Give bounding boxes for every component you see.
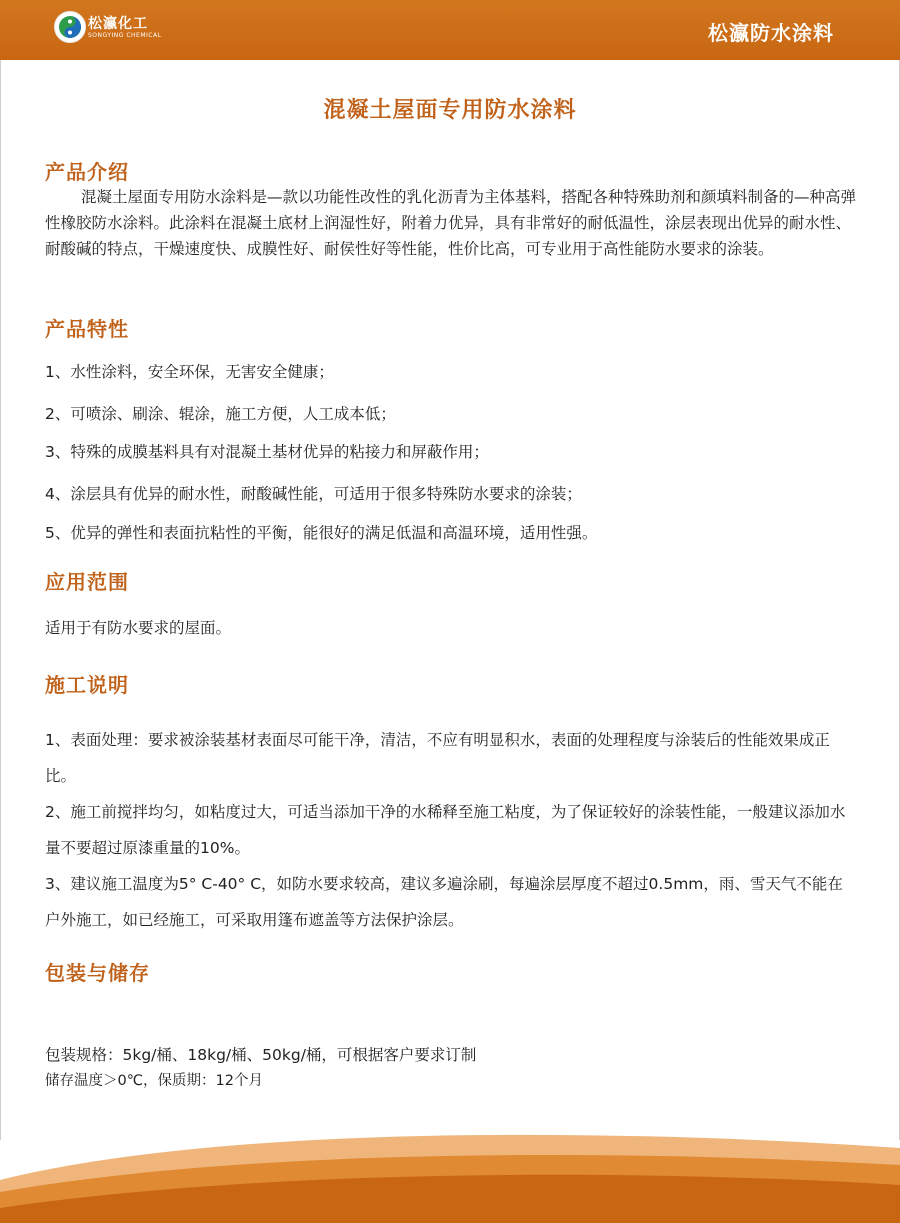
intro-text: 混凝土屋面专用防水涂料是—款以功能性改性的乳化沥青为主体基料，搭配各种特殊助剂和颜填料制备的—种高弹性橡胶防水涂料。此涂料在混凝土底材上润湿性好，附着力优异，具有非常好的耐低温性，涂层表现出优异的耐水性、耐酸碱的特点，干燥速度快、成膜性好、耐侯性好等性能，性价比高，可专业用于高性能防水要求的涂装。 [45, 188, 857, 258]
page-title: 混凝土屋面专用防水涂料 [323, 98, 577, 123]
footer-wave [0, 1130, 900, 1223]
construction-item-1: 1、表面处理：要求被涂装基材表面尽可能干净，清洁，不应有明显积水，表面的处理程度与涂装后的性能效果成正比。 [45, 731, 830, 785]
logo-subtitle: SONGYING CHEMICAL [88, 32, 162, 39]
left-border [0, 60, 1, 1140]
feature-item-5: 5、优异的弹性和表面抗粘性的平衡，能很好的满足低温和高温环境，适用性强。 [45, 524, 598, 542]
feature-item-2: 2、可喷涂、刷涂、辊涂，施工方便，人工成本低； [45, 405, 396, 423]
intro-heading: 产品介绍 [45, 160, 129, 184]
logo-name: 松瀛化工 [88, 16, 148, 32]
feature-item-4: 4、涂层具有优异的耐水性，耐酸碱性能，可适用于很多特殊防水要求的涂装； [45, 485, 582, 503]
header-title: 松瀛防水涂料 [708, 21, 834, 45]
packaging-heading: 包装与储存 [45, 961, 150, 985]
construction-item-2: 2、施工前搅拌均匀，如粘度过大，可适当添加干净的水稀释至施工粘度，为了保证较好的涂装性能，一般建议添加水量不要超过原漆重量的10%。 [45, 803, 846, 857]
scope-text: 适用于有防水要求的屋面。 [45, 619, 232, 637]
page-header [0, 0, 900, 60]
construction-heading: 施工说明 [45, 673, 129, 697]
storage-info: 储存温度＞0℃，保质期：12个月 [45, 1073, 263, 1089]
logo-emblem-icon [54, 11, 86, 43]
company-logo [54, 11, 174, 47]
construction-item-3: 3、建议施工温度为5° C-40° C，如防水要求较高，建议多遍涂刷，每遍涂层厚度不超过0.5mm，雨、雪天气不能在户外施工，如已经施工，可采取用篷布遮盖等方法保护涂层。 [45, 875, 843, 929]
feature-item-3: 3、特殊的成膜基料具有对混凝土基材优异的粘接力和屏蔽作用； [45, 443, 489, 461]
packaging-spec: 包装规格：5kg/桶、18kg/桶、50kg/桶，可根据客户要求订制 [45, 1046, 477, 1064]
scope-heading: 应用范围 [45, 570, 129, 594]
feature-item-1: 1、水性涂料，安全环保，无害安全健康； [45, 363, 334, 381]
features-heading: 产品特性 [45, 317, 129, 341]
